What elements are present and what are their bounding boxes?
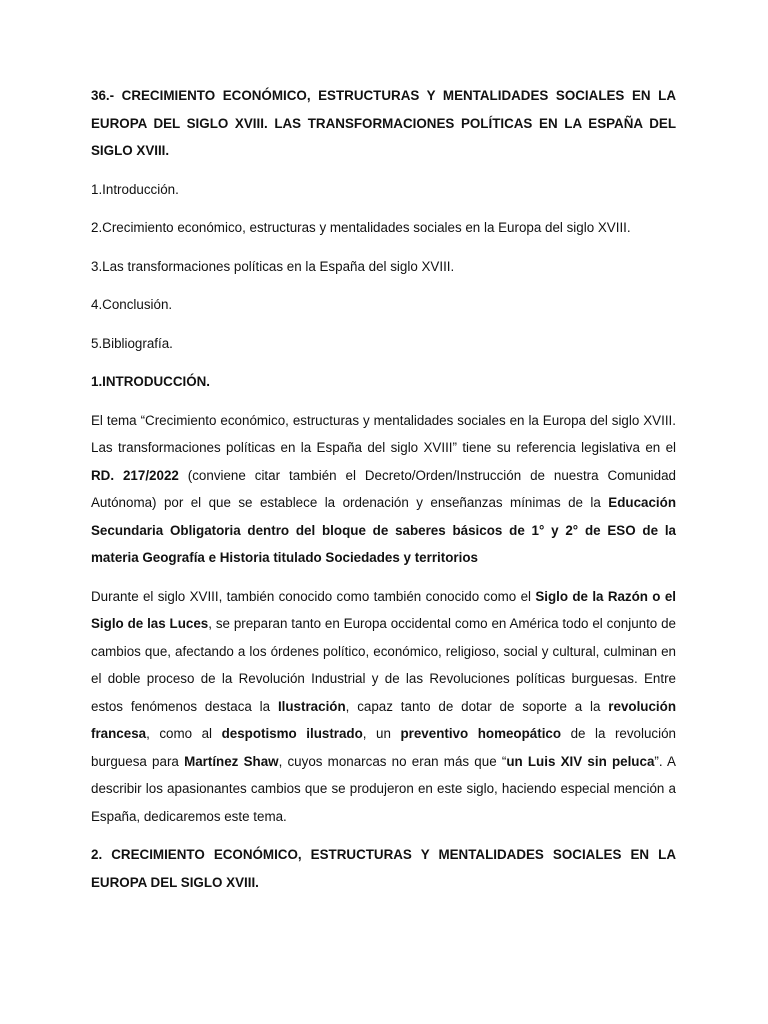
intro-paragraph-2 bbox=[91, 583, 676, 831]
text-run: , se preparan tanto en Europa occidental como en América todo el conjunto de cambios que, afectando a los órdenes político, económico, religioso, social y cultural, culminan en el doble proceso de la Revolución Industrial y de las Revoluciones políticas burguesas. Entre estos fenómenos destaca la bbox=[91, 616, 676, 714]
toc-item-crecimiento: 2.Crecimiento económico, estructuras y mentalidades sociales en la Europa del siglo XVIII. bbox=[91, 220, 631, 235]
emphasis-text: despotismo ilustrado bbox=[221, 726, 363, 741]
text-run: , capaz tanto de dotar de soporte a la bbox=[345, 698, 609, 714]
curriculum-reference: Educación Secundaria Obligatoria dentro del bloque de saberes básicos de 1° y 2° de ESO de la materia Geografía e Historia titulado Sociedades y territorios bbox=[91, 495, 676, 565]
toc-item-introduccion: 1.Introducción. bbox=[91, 181, 179, 197]
text-run: de la revolución burguesa para bbox=[91, 726, 676, 769]
section-2-heading: 2. CRECIMIENTO ECONÓMICO, ESTRUCTURAS Y MENTALIDADES SOCIALES EN LA EUROPA DEL SIGLO XVIII. bbox=[91, 847, 676, 890]
emphasis-text: revolución francesa bbox=[91, 698, 676, 741]
text-run: El tema “Crecimiento económico, estructuras y mentalidades sociales en la Europa del siglo XVIII. Las transformaciones políticas en la España del siglo XVIII” tiene su referencia legislativa en el bbox=[91, 412, 676, 455]
section-1-heading: 1.INTRODUCCIÓN. bbox=[91, 374, 211, 389]
text-run: ”. A describir los apasionantes cambios que se produjeron en este siglo, haciendo especial mención a España, dedicaremos este tema. bbox=[91, 753, 676, 824]
text-run: Durante el siglo XVIII, también conocido como también conocido como el bbox=[91, 588, 536, 604]
emphasis-text: Siglo de la Razón o el Siglo de las Luces bbox=[91, 588, 676, 631]
emphasis-text: un Luis XIV sin peluca bbox=[506, 753, 655, 769]
legislation-reference: RD. 217/2022 bbox=[91, 467, 179, 483]
document-title: 36.- CRECIMIENTO ECONÓMICO, ESTRUCTURAS Y MENTALIDADES SOCIALES EN LA EUROPA DEL SIGLO XVIII. LAS TRANSFORMACIONES POLÍTICAS EN LA ESPAÑA DEL SIGLO XVIII. bbox=[91, 88, 676, 158]
toc-item-transformaciones: 3.Las transformaciones políticas en la España del siglo XVIII. bbox=[91, 258, 455, 274]
toc-item-conclusion: 4.Conclusión. bbox=[91, 297, 173, 312]
text-run: (conviene citar también el Decreto/Orden/Instrucción de nuestra Comunidad Autónoma) por el que se establece la ordenación y enseñanzas mínimas de la bbox=[91, 467, 676, 510]
emphasis-text: Martínez Shaw bbox=[184, 753, 279, 769]
text-run: , cuyos monarcas no eran más que “ bbox=[278, 753, 507, 769]
text-run: , como al bbox=[146, 726, 222, 741]
table-of-contents bbox=[91, 176, 676, 358]
emphasis-text: preventivo homeopático bbox=[400, 726, 562, 741]
emphasis-text: Ilustración bbox=[277, 698, 346, 714]
toc-item-bibliografia: 5.Bibliografía. bbox=[91, 335, 173, 351]
intro-paragraph-1 bbox=[91, 407, 676, 572]
text-run: , un bbox=[362, 726, 401, 741]
document-page bbox=[91, 82, 676, 907]
